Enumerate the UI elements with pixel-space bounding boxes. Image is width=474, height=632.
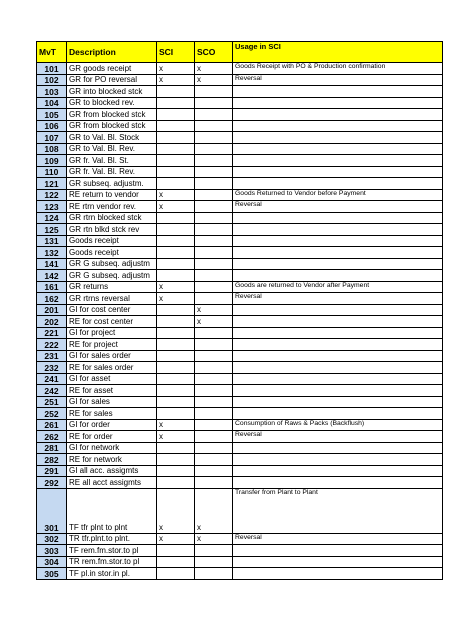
sci-cell: [157, 143, 195, 155]
sco-cell: x: [195, 74, 233, 86]
description-cell: GI for sales order: [67, 350, 157, 362]
description-cell: GR G subseq. adjustm: [67, 270, 157, 282]
sco-cell: [195, 86, 233, 98]
sci-cell: x: [157, 431, 195, 443]
table-row: [37, 373, 443, 385]
table-row: [37, 419, 443, 431]
sci-cell: [157, 442, 195, 454]
sco-cell: x: [195, 304, 233, 316]
mvt-cell: 132: [37, 247, 67, 259]
description-cell: RE for project: [67, 339, 157, 351]
description-cell: GR returns: [67, 281, 157, 293]
mvt-cell: 231: [37, 350, 67, 362]
mvt-cell: 142: [37, 270, 67, 282]
sco-cell: [195, 97, 233, 109]
mvt-cell: 201: [37, 304, 67, 316]
mvt-cell: 221: [37, 327, 67, 339]
description-cell: GR from blocked stck: [67, 109, 157, 121]
mvt-cell: 262: [37, 431, 67, 443]
usage-cell: Reversal: [233, 293, 443, 305]
usage-cell: [233, 339, 443, 351]
description-cell: GI for network: [67, 442, 157, 454]
description-cell: RE for network: [67, 454, 157, 466]
mvt-cell: 232: [37, 362, 67, 374]
usage-cell: [233, 109, 443, 121]
sci-cell: [157, 327, 195, 339]
usage-cell: [233, 362, 443, 374]
description-cell: GR to Val. Bl. Stock: [67, 132, 157, 144]
table-row: [37, 362, 443, 374]
usage-cell: Reversal: [233, 201, 443, 213]
usage-cell: [233, 442, 443, 454]
sco-cell: [195, 109, 233, 121]
usage-cell: [233, 304, 443, 316]
header-description: Description: [67, 42, 157, 63]
sci-cell: x: [157, 281, 195, 293]
usage-cell: [233, 86, 443, 98]
mvt-cell: 104: [37, 97, 67, 109]
sci-cell: [157, 86, 195, 98]
usage-cell: [233, 97, 443, 109]
description-cell: GI for asset: [67, 373, 157, 385]
sco-cell: [195, 132, 233, 144]
table-row: [37, 568, 443, 580]
mvt-cell: 103: [37, 86, 67, 98]
usage-cell: Consumption of Raws & Packs (Backflush): [233, 419, 443, 431]
description-cell: Goods receipt: [67, 247, 157, 259]
table-row: [37, 293, 443, 305]
description-cell: TR tfr.plnt.to plnt.: [67, 533, 157, 545]
sco-cell: [195, 431, 233, 443]
sci-cell: [157, 385, 195, 397]
sci-cell: [157, 556, 195, 568]
usage-cell: Reversal: [233, 533, 443, 545]
table-row: [37, 488, 443, 533]
table-row: [37, 86, 443, 98]
sci-cell: [157, 454, 195, 466]
sco-cell: [195, 327, 233, 339]
usage-cell: [233, 316, 443, 328]
table-row: [37, 143, 443, 155]
sci-cell: [157, 155, 195, 167]
table-row: [37, 258, 443, 270]
usage-cell: [233, 350, 443, 362]
sco-cell: [195, 385, 233, 397]
usage-cell: [233, 212, 443, 224]
description-cell: Goods receipt: [67, 235, 157, 247]
sco-cell: x: [195, 533, 233, 545]
table-row: [37, 465, 443, 477]
sci-cell: [157, 465, 195, 477]
mvt-cell: 281: [37, 442, 67, 454]
mvt-cell: 109: [37, 155, 67, 167]
mvt-cell: 242: [37, 385, 67, 397]
usage-cell: Transfer from Plant to Plant: [233, 488, 443, 533]
table-row: [37, 132, 443, 144]
table-row: [37, 201, 443, 213]
usage-cell: [233, 408, 443, 420]
usage-cell: [233, 556, 443, 568]
description-cell: GR goods receipt: [67, 63, 157, 75]
sco-cell: [195, 258, 233, 270]
description-cell: GR for PO reversal: [67, 74, 157, 86]
mvt-cell: 121: [37, 178, 67, 190]
description-cell: RE rtrn vendor rev.: [67, 201, 157, 213]
table-row: [37, 109, 443, 121]
description-cell: GI for order: [67, 419, 157, 431]
sco-cell: [195, 247, 233, 259]
sco-cell: [195, 270, 233, 282]
mvt-cell: 107: [37, 132, 67, 144]
sci-cell: [157, 247, 195, 259]
usage-cell: Reversal: [233, 431, 443, 443]
sci-cell: [157, 212, 195, 224]
table-row: [37, 385, 443, 397]
description-cell: TR rem.fm.stor.to pl: [67, 556, 157, 568]
usage-cell: [233, 465, 443, 477]
usage-cell: [233, 545, 443, 557]
table-row: [37, 339, 443, 351]
header-mvt: MvT: [37, 42, 67, 63]
usage-cell: [233, 454, 443, 466]
usage-cell: [233, 155, 443, 167]
sco-cell: [195, 442, 233, 454]
mvt-cell: 292: [37, 477, 67, 489]
table-row: [37, 189, 443, 201]
sci-cell: [157, 408, 195, 420]
mvt-cell: 110: [37, 166, 67, 178]
mvt-cell: 123: [37, 201, 67, 213]
usage-cell: [233, 396, 443, 408]
table-row: [37, 431, 443, 443]
sci-cell: x: [157, 419, 195, 431]
mvt-cell: 282: [37, 454, 67, 466]
table-row: [37, 74, 443, 86]
sci-cell: x: [157, 533, 195, 545]
sco-cell: [195, 166, 233, 178]
description-cell: GR to blocked rev.: [67, 97, 157, 109]
usage-cell: [233, 477, 443, 489]
mvt-cell: 161: [37, 281, 67, 293]
usage-cell: [233, 143, 443, 155]
description-cell: GR G subseq. adjustm: [67, 258, 157, 270]
sci-cell: [157, 373, 195, 385]
description-cell: GR rtrn blocked stck: [67, 212, 157, 224]
usage-cell: [233, 224, 443, 236]
sco-cell: [195, 396, 233, 408]
description-cell: TF pl.in stor.in pl.: [67, 568, 157, 580]
description-cell: GR rtrns reversal: [67, 293, 157, 305]
table-row: [37, 224, 443, 236]
description-cell: GI all acc. assigmts: [67, 465, 157, 477]
usage-cell: [233, 258, 443, 270]
mvt-cell: 162: [37, 293, 67, 305]
mvt-cell: 122: [37, 189, 67, 201]
usage-cell: [233, 270, 443, 282]
mvt-cell: 251: [37, 396, 67, 408]
usage-cell: [233, 235, 443, 247]
sco-cell: [195, 545, 233, 557]
description-cell: GR from blocked stck: [67, 120, 157, 132]
sco-cell: [195, 477, 233, 489]
description-cell: RE for sales order: [67, 362, 157, 374]
sci-cell: [157, 568, 195, 580]
description-cell: RE for asset: [67, 385, 157, 397]
sci-cell: [157, 178, 195, 190]
usage-cell: [233, 132, 443, 144]
description-cell: RE for cost center: [67, 316, 157, 328]
sci-cell: [157, 477, 195, 489]
sco-cell: [195, 281, 233, 293]
mvt-cell: 106: [37, 120, 67, 132]
usage-cell: Goods are returned to Vendor after Payment: [233, 281, 443, 293]
table-row: [37, 270, 443, 282]
sci-cell: [157, 132, 195, 144]
sco-cell: [195, 556, 233, 568]
mvt-cell: 252: [37, 408, 67, 420]
sci-cell: x: [157, 201, 195, 213]
table-row: [37, 396, 443, 408]
mvt-cell: 241: [37, 373, 67, 385]
table-row: [37, 155, 443, 167]
sco-cell: [195, 465, 233, 477]
usage-cell: [233, 120, 443, 132]
sci-cell: [157, 97, 195, 109]
mvt-cell: 305: [37, 568, 67, 580]
usage-cell: Goods Receipt with PO & Production confirmation: [233, 63, 443, 75]
sco-cell: [195, 178, 233, 190]
table-row: [37, 281, 443, 293]
mvt-cell: 222: [37, 339, 67, 351]
sci-cell: x: [157, 74, 195, 86]
mvt-cell: 131: [37, 235, 67, 247]
sci-cell: [157, 224, 195, 236]
sco-cell: [195, 373, 233, 385]
sco-cell: [195, 350, 233, 362]
description-cell: GR to Val. Bl. Rev.: [67, 143, 157, 155]
sci-cell: [157, 235, 195, 247]
sci-cell: [157, 362, 195, 374]
description-cell: GI for project: [67, 327, 157, 339]
table-row: [37, 178, 443, 190]
sco-cell: [195, 408, 233, 420]
sci-cell: [157, 120, 195, 132]
table-row: [37, 533, 443, 545]
table-row: [37, 442, 443, 454]
table-row: [37, 327, 443, 339]
mvt-cell: 141: [37, 258, 67, 270]
mvt-cell: 102: [37, 74, 67, 86]
table-row: [37, 556, 443, 568]
sci-cell: [157, 166, 195, 178]
sci-cell: [157, 316, 195, 328]
sco-cell: [195, 212, 233, 224]
description-cell: GR rtn blkd stck rev: [67, 224, 157, 236]
table-row: [37, 235, 443, 247]
sco-cell: [195, 454, 233, 466]
usage-cell: [233, 327, 443, 339]
mvt-cell: 202: [37, 316, 67, 328]
mvt-cell: 261: [37, 419, 67, 431]
sci-cell: [157, 350, 195, 362]
description-cell: RE for order: [67, 431, 157, 443]
description-cell: RE for sales: [67, 408, 157, 420]
sco-cell: x: [195, 316, 233, 328]
table-row: [37, 545, 443, 557]
sci-cell: [157, 339, 195, 351]
sco-cell: [195, 362, 233, 374]
description-cell: GR subseq. adjustm.: [67, 178, 157, 190]
table-row: [37, 304, 443, 316]
sco-cell: [195, 339, 233, 351]
sco-cell: [195, 419, 233, 431]
sci-cell: [157, 258, 195, 270]
usage-cell: [233, 568, 443, 580]
sco-cell: [195, 189, 233, 201]
header-sco: SCO: [195, 42, 233, 63]
table-row: [37, 212, 443, 224]
sco-cell: [195, 235, 233, 247]
table-row: [37, 97, 443, 109]
description-cell: RE all acct assigmts: [67, 477, 157, 489]
usage-cell: [233, 178, 443, 190]
movement-type-table: [36, 41, 443, 580]
mvt-cell: 302: [37, 533, 67, 545]
sci-cell: [157, 545, 195, 557]
table-row: [37, 408, 443, 420]
sco-cell: [195, 568, 233, 580]
sci-cell: [157, 396, 195, 408]
usage-cell: [233, 385, 443, 397]
description-cell: RE return to vendor: [67, 189, 157, 201]
mvt-cell: 101: [37, 63, 67, 75]
usage-cell: Reversal: [233, 74, 443, 86]
mvt-cell: 124: [37, 212, 67, 224]
sci-cell: x: [157, 488, 195, 533]
description-cell: GR into blocked stck: [67, 86, 157, 98]
header-sci: SCI: [157, 42, 195, 63]
sco-cell: [195, 224, 233, 236]
table-row: [37, 477, 443, 489]
header-row: [37, 42, 443, 63]
usage-cell: [233, 247, 443, 259]
description-cell: GR fr. Val. Bl. St.: [67, 155, 157, 167]
sci-cell: [157, 270, 195, 282]
sci-cell: [157, 304, 195, 316]
table-row: [37, 63, 443, 75]
mvt-cell: 105: [37, 109, 67, 121]
table-row: [37, 350, 443, 362]
description-cell: GI for sales: [67, 396, 157, 408]
description-cell: TF rem.fm.stor.to pl: [67, 545, 157, 557]
mvt-cell: 108: [37, 143, 67, 155]
usage-cell: [233, 373, 443, 385]
sco-cell: x: [195, 63, 233, 75]
sco-cell: [195, 143, 233, 155]
description-cell: GR fr. Val. Bl. Rev.: [67, 166, 157, 178]
sci-cell: [157, 109, 195, 121]
sco-cell: [195, 120, 233, 132]
table-row: [37, 247, 443, 259]
sco-cell: [195, 293, 233, 305]
description-cell: TF tfr plnt to plnt: [67, 488, 157, 533]
mvt-cell: 303: [37, 545, 67, 557]
table-row: [37, 166, 443, 178]
sco-cell: [195, 155, 233, 167]
table-row: [37, 316, 443, 328]
table-row: [37, 120, 443, 132]
usage-cell: [233, 166, 443, 178]
mvt-cell: 291: [37, 465, 67, 477]
sci-cell: x: [157, 293, 195, 305]
sco-cell: x: [195, 488, 233, 533]
mvt-cell: 125: [37, 224, 67, 236]
usage-cell: Goods Returned to Vendor before Payment: [233, 189, 443, 201]
mvt-cell: 304: [37, 556, 67, 568]
header-usage: Usage in SCI: [233, 42, 443, 63]
sci-cell: x: [157, 63, 195, 75]
description-cell: GI for cost center: [67, 304, 157, 316]
sci-cell: x: [157, 189, 195, 201]
mvt-cell: 301: [37, 488, 67, 533]
table-row: [37, 454, 443, 466]
sco-cell: [195, 201, 233, 213]
